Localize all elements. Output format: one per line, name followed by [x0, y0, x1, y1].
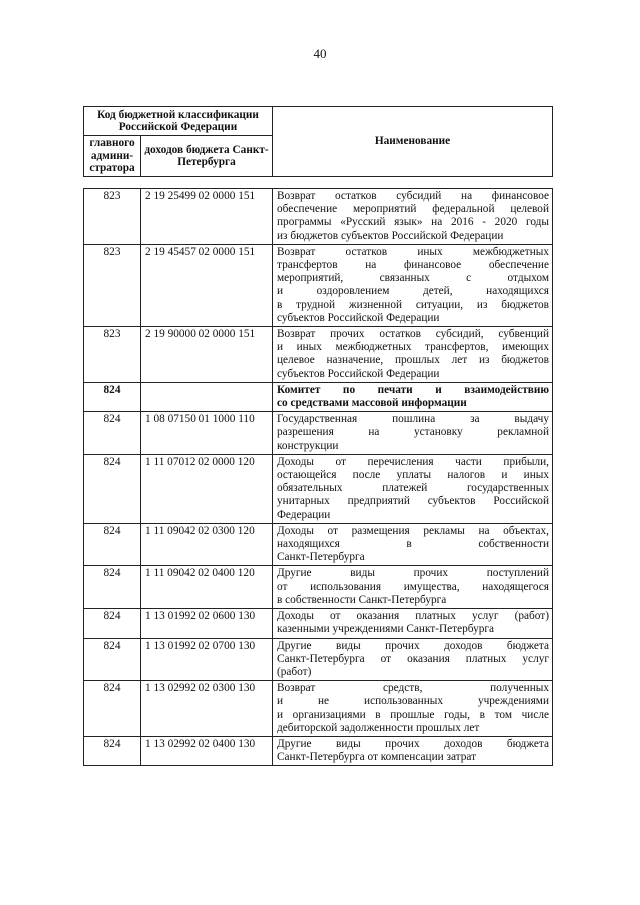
description-cell [273, 412, 553, 455]
table-row [84, 189, 553, 245]
description-cell [273, 736, 553, 765]
table-row [84, 736, 553, 765]
description-line: трансфертов на финансовое обеспечение [277, 259, 549, 272]
description-line: из бюджетов субъектов Российской Федерации [277, 229, 504, 242]
admin-column-header: главного админи-стратора [84, 136, 141, 177]
admin-code-cell: 824 [84, 681, 141, 737]
table-row [84, 523, 553, 566]
description-line: находящихся в собственности [277, 538, 549, 551]
description-line: субъектов Российской Федерации [277, 311, 440, 324]
table-row [84, 681, 553, 737]
description-line: Другие виды прочих поступлений [277, 567, 549, 580]
description-line: Доходы от перечисления части прибыли, [277, 455, 549, 468]
description-cell [273, 523, 553, 566]
income-code-cell: 1 13 02992 02 0400 130 [141, 736, 273, 765]
income-code-cell: 1 13 01992 02 0700 130 [141, 638, 273, 681]
description-line: в трудной жизненной ситуации, из бюджетов [277, 298, 549, 311]
income-code-cell: 1 13 01992 02 0600 130 [141, 609, 273, 638]
admin-code-cell: 824 [84, 523, 141, 566]
admin-code-cell: 823 [84, 244, 141, 326]
description-line: Санкт-Петербурга от компенсации затрат [277, 751, 477, 764]
table-row [84, 638, 553, 681]
income-code-cell: 2 19 45457 02 0000 151 [141, 244, 273, 326]
admin-code-cell: 824 [84, 412, 141, 455]
income-code-cell: 1 11 09042 02 0400 120 [141, 566, 273, 609]
description-line: со средствами массовой информации [277, 397, 467, 410]
description-line: унитарных предприятий субъектов Российской [277, 495, 549, 508]
income-code-cell [141, 382, 273, 411]
description-line: Государственная пошлина за выдачу [277, 413, 549, 426]
name-column-header: Наименование [273, 107, 553, 177]
code-group-header: Код бюджетной классификации Российской Федерации [84, 107, 273, 136]
description-line: Возврат остатков субсидий на финансовое [277, 190, 549, 202]
income-code-cell: 2 19 25499 02 0000 151 [141, 189, 273, 245]
description-line: и иных межбюджетных трансфертов, имеющих [277, 341, 549, 354]
description-line: Комитет по печати и взаимодействию [277, 383, 549, 396]
description-line: Возврат остатков иных межбюджетных [277, 245, 549, 258]
table-row [84, 382, 553, 411]
admin-code-cell: 824 [84, 382, 141, 411]
description-line: Доходы от размещения рекламы на объектах, [277, 524, 549, 537]
description-line: Другие виды прочих доходов бюджета [277, 737, 549, 750]
description-cell [273, 454, 553, 523]
income-code-cell: 1 11 09042 02 0300 120 [141, 523, 273, 566]
admin-code-cell: 824 [84, 454, 141, 523]
description-line: (работ) [277, 665, 312, 678]
description-line: субъектов Российской Федерации [277, 367, 440, 380]
description-cell [273, 189, 553, 245]
classification-table [83, 188, 553, 766]
income-code-cell: 1 08 07150 01 1000 110 [141, 412, 273, 455]
description-line: в собственности Санкт-Петербурга [277, 593, 447, 606]
description-line: Возврат средств, полученных [277, 682, 549, 695]
admin-code-cell: 823 [84, 327, 141, 383]
description-cell [273, 382, 553, 411]
description-line: обеспечение мероприятий федеральной целевой [277, 203, 549, 216]
description-line: Санкт-Петербурга от оказания платных услуг [277, 652, 549, 665]
income-column-header: доходов бюджета Санкт-Петербурга [141, 136, 273, 177]
description-line: и не использованных учреждениями [277, 695, 549, 708]
description-line: и организациями в прошлые годы, в том числе [277, 708, 549, 721]
admin-code-cell: 824 [84, 609, 141, 638]
description-line: Санкт-Петербурга [277, 551, 365, 564]
admin-code-cell: 823 [84, 189, 141, 245]
description-line: программы «Русский язык» на 2016 - 2020 годы [277, 216, 549, 229]
description-line: конструкции [277, 439, 339, 452]
description-line: Другие виды прочих доходов бюджета [277, 639, 549, 652]
description-line: дебиторской задолженности прошлых лет [277, 721, 480, 734]
income-code-cell: 1 11 07012 02 0000 120 [141, 454, 273, 523]
description-cell [273, 638, 553, 681]
table-row [84, 454, 553, 523]
admin-code-cell: 824 [84, 638, 141, 681]
description-line: от использования имущества, находящегося [277, 580, 549, 593]
table-row [84, 412, 553, 455]
description-line: Возврат прочих остатков субсидий, субвенций [277, 328, 549, 341]
page-number: 40 [313, 46, 327, 61]
description-cell [273, 566, 553, 609]
income-code-cell: 2 19 90000 02 0000 151 [141, 327, 273, 383]
description-line: мероприятий, связанных с отдыхом [277, 272, 549, 285]
description-line: казенными учреждениями Санкт-Петербурга [277, 623, 495, 636]
description-line: обязательных платежей государственных [277, 482, 549, 495]
description-cell [273, 327, 553, 383]
table-row [84, 609, 553, 638]
description-line: разрешения на установку рекламной [277, 426, 549, 439]
description-cell [273, 609, 553, 638]
admin-code-cell: 824 [84, 736, 141, 765]
description-line: Федерации [277, 508, 331, 521]
description-cell [273, 244, 553, 326]
description-line: остающейся после уплаты налогов и иных [277, 469, 549, 482]
table-row [84, 566, 553, 609]
table-header [83, 106, 553, 177]
description-line: и оздоровлением детей, находящихся [277, 285, 549, 298]
table-row [84, 244, 553, 326]
description-cell [273, 681, 553, 737]
table-row [84, 327, 553, 383]
income-code-cell: 1 13 02992 02 0300 130 [141, 681, 273, 737]
description-line: целевое назначение, прошлых лет из бюджетов [277, 354, 549, 367]
description-line: Доходы от оказания платных услуг (работ) [277, 610, 549, 623]
admin-code-cell: 824 [84, 566, 141, 609]
